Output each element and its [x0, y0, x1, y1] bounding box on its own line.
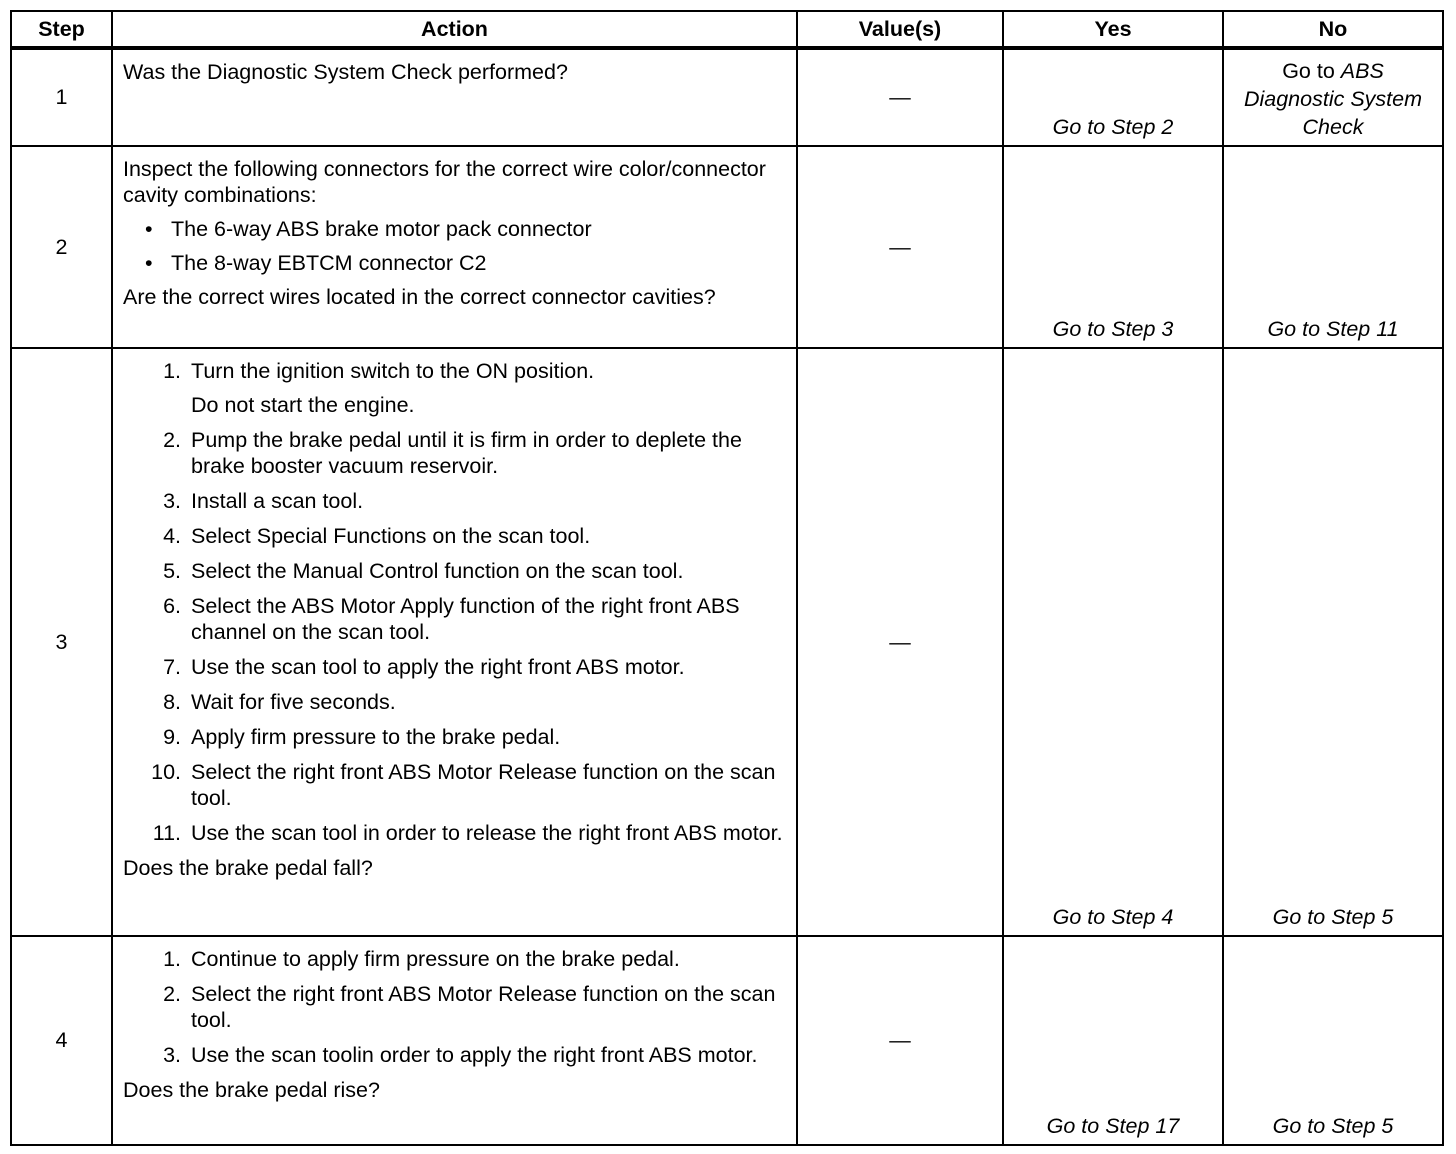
header-action: Action — [112, 11, 797, 48]
list-item — [123, 358, 786, 418]
value-cell: — — [797, 936, 1003, 1145]
item-number: 1. — [163, 359, 181, 383]
header-step: Step — [11, 11, 112, 48]
item-text-main: Apply firm pressure to the brake pedal. — [191, 725, 561, 749]
table-row — [11, 936, 1443, 1145]
action-cell — [112, 48, 797, 146]
item-number: 5. — [163, 559, 181, 583]
question: Are the correct wires located in the correct connector cavities? — [123, 285, 716, 309]
no-cell: Go to Step 11 — [1223, 146, 1443, 348]
step-number: 1 — [11, 48, 112, 146]
yes-cell: Go to Step 4 — [1003, 348, 1223, 936]
list-item — [123, 523, 786, 549]
header-values: Value(s) — [797, 11, 1003, 48]
list-item — [123, 759, 786, 811]
yes-cell: Go to Step 3 — [1003, 146, 1223, 348]
item-number: 2. — [163, 428, 181, 452]
item-text-main: Use the scan tool to apply the right front ABS motor. — [191, 655, 685, 679]
item-text — [191, 724, 786, 750]
item-text-main: Continue to apply firm pressure on the brake pedal. — [191, 947, 680, 971]
header-no: No — [1223, 11, 1443, 48]
item-text — [191, 558, 786, 584]
step-list — [123, 358, 786, 846]
diagnostic-table — [10, 10, 1444, 1146]
item-text — [191, 358, 786, 418]
bullet-item: • The 6-way ABS brake motor pack connector — [145, 217, 592, 241]
item-number: 7. — [163, 655, 181, 679]
item-text — [191, 689, 786, 715]
item-text-main: Select the right front ABS Motor Release function on the scan tool. — [191, 982, 776, 1032]
item-text — [191, 427, 786, 479]
item-text-main: Select Special Functions on the scan tool. — [191, 524, 591, 548]
value-cell: — — [797, 48, 1003, 146]
item-text-main: Select the right front ABS Motor Release function on the scan tool. — [191, 760, 776, 810]
item-text-main: Wait for five seconds. — [191, 690, 396, 714]
yes-cell: Go to Step 2 — [1003, 48, 1223, 146]
item-number: 2. — [163, 982, 181, 1006]
item-text-main: Install a scan tool. — [191, 489, 364, 513]
value-cell: — — [797, 146, 1003, 348]
question: Was the Diagnostic System Check performed? — [123, 60, 568, 84]
step-list — [123, 946, 786, 1068]
bullet-text: The 8-way EBTCM connector C2 — [171, 251, 487, 275]
list-item — [123, 488, 786, 514]
bullet-text: The 6-way ABS brake motor pack connector — [171, 217, 592, 241]
list-item — [123, 946, 786, 972]
item-text — [191, 488, 786, 514]
item-text — [191, 759, 786, 811]
table-row — [11, 146, 1443, 348]
item-text — [191, 593, 786, 645]
value-cell: — — [797, 348, 1003, 936]
action-cell — [112, 146, 797, 348]
no-prefix: Go to — [1282, 59, 1335, 83]
table-row — [11, 348, 1443, 936]
question: Does the brake pedal fall? — [123, 856, 373, 880]
item-number: 9. — [163, 725, 181, 749]
yes-cell: Go to Step 17 — [1003, 936, 1223, 1145]
item-number: 11. — [152, 821, 181, 845]
table-row — [11, 48, 1443, 146]
item-text — [191, 654, 786, 680]
no-cell: Go to Step 5 — [1223, 348, 1443, 936]
item-text — [191, 981, 786, 1033]
item-subtext: Do not start the engine. — [191, 393, 415, 417]
list-item — [123, 689, 786, 715]
item-text-main: Turn the ignition switch to the ON position. — [191, 359, 595, 383]
item-number: 3. — [163, 1043, 181, 1067]
item-text-main: Select the Manual Control function on the scan tool. — [191, 559, 684, 583]
question: Does the brake pedal rise? — [123, 1078, 380, 1102]
item-text-main: Select the ABS Motor Apply function of the right front ABS channel on the scan tool. — [191, 594, 740, 644]
item-number: 10. — [151, 760, 181, 784]
item-text-main: Use the scan tool in order to release the right front ABS motor. — [191, 821, 783, 845]
step-number: 4 — [11, 936, 112, 1145]
list-item — [123, 1042, 786, 1068]
item-number: 8. — [163, 690, 181, 714]
item-text — [191, 523, 786, 549]
item-text-main: Use the scan toolin order to apply the right front ABS motor. — [191, 1043, 758, 1067]
item-number: 4. — [163, 524, 181, 548]
list-item — [123, 820, 786, 846]
action-cell — [112, 936, 797, 1145]
step-number: 2 — [11, 146, 112, 348]
step-number: 3 — [11, 348, 112, 936]
item-number: 3. — [163, 489, 181, 513]
item-number: 1. — [163, 947, 181, 971]
list-item — [123, 593, 786, 645]
action-cell — [112, 348, 797, 936]
header-row — [11, 11, 1443, 48]
no-cell: Go to Step 5 — [1223, 936, 1443, 1145]
list-item — [123, 654, 786, 680]
list-item — [123, 981, 786, 1033]
list-item — [123, 427, 786, 479]
bullet-item: • The 8-way EBTCM connector C2 — [145, 251, 487, 275]
item-text — [191, 946, 786, 972]
header-yes: Yes — [1003, 11, 1223, 48]
item-number: 6. — [163, 594, 181, 618]
item-text — [191, 820, 786, 846]
list-item — [123, 558, 786, 584]
list-item — [123, 724, 786, 750]
item-text — [191, 1042, 786, 1068]
item-text-main: Pump the brake pedal until it is firm in order to deplete the brake booster vacuum reservoir. — [191, 428, 742, 478]
no-link: ABS Diagnostic System Check — [1243, 59, 1423, 139]
no-cell — [1223, 48, 1443, 146]
intro: Inspect the following connectors for the correct wire color/connector cavity combinations: — [123, 157, 766, 207]
